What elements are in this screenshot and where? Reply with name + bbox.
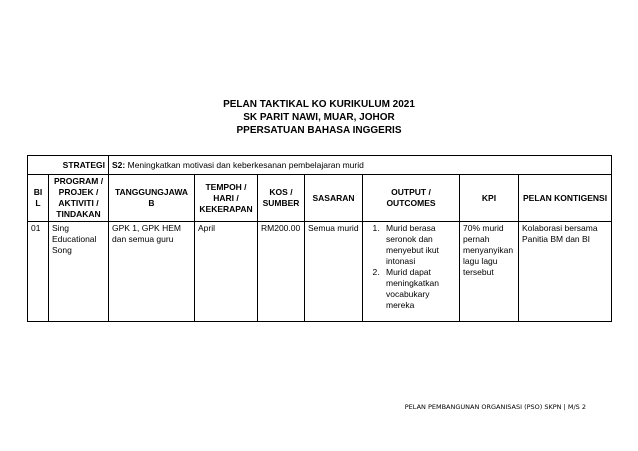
header-sasaran: SASARAN — [305, 175, 363, 222]
outcomes-list — [366, 223, 456, 311]
header-tempoh: TEMPOH / HARI / KEKERAPAN — [195, 175, 258, 222]
outcome-item: 2. Murid dapat meningkatkan vocabukary mereka — [382, 267, 456, 311]
cell-bil: 01 — [28, 222, 49, 322]
title-line-2: SK PARIT NAWI, MUAR, JOHOR — [243, 112, 395, 123]
tactical-plan-table — [27, 155, 612, 322]
cell-tempoh: April — [195, 222, 258, 322]
header-program: PROGRAM / PROJEK / AKTIVITI / TINDAKAN — [49, 175, 109, 222]
header-bil: BI L — [28, 175, 49, 222]
cell-kos: RM200.00 — [258, 222, 305, 322]
header-kos: KOS / SUMBER — [258, 175, 305, 222]
strategy-row — [28, 156, 612, 175]
table-row — [28, 222, 612, 322]
cell-sasaran: Semua murid — [305, 222, 363, 322]
header-output: OUTPUT / OUTCOMES — [363, 175, 460, 222]
cell-outcomes — [363, 222, 460, 322]
strategy-cell — [109, 156, 612, 175]
header-tanggungjawab: TANGGUNGJAWA B — [109, 175, 195, 222]
title-line-1: PELAN TAKTIKAL KO KURIKULUM 2021 — [223, 99, 415, 110]
header-row — [28, 175, 612, 222]
outcome-item: 1. Murid berasa seronok dan menyebut ikut intonasi — [382, 223, 456, 267]
cell-kpi: 70% murid pernah menyanyikan lagu lagu tersebut — [460, 222, 519, 322]
title-line-3: PPERSATUAN BAHASA INGGERIS — [236, 125, 402, 136]
strategy-text: Meningkatkan motivasi dan keberkesanan pembelajaran murid — [127, 159, 364, 170]
document-title — [0, 98, 638, 137]
strategy-label: STRATEGI — [28, 156, 109, 175]
header-kontingensi: PELAN KONTIGENSI — [519, 175, 612, 222]
cell-kontingensi: Kolaborasi bersama Panitia BM dan BI — [519, 222, 612, 322]
cell-tanggungjawab: GPK 1, GPK HEM dan semua guru — [109, 222, 195, 322]
page-footer: PELAN PEMBANGUNAN ORGANISASI (PSO) SKPN | M/S 2 — [404, 403, 586, 411]
cell-program: Sing Educational Song — [49, 222, 109, 322]
strategy-code: S2: — [112, 159, 126, 170]
header-kpi: KPI — [460, 175, 519, 222]
